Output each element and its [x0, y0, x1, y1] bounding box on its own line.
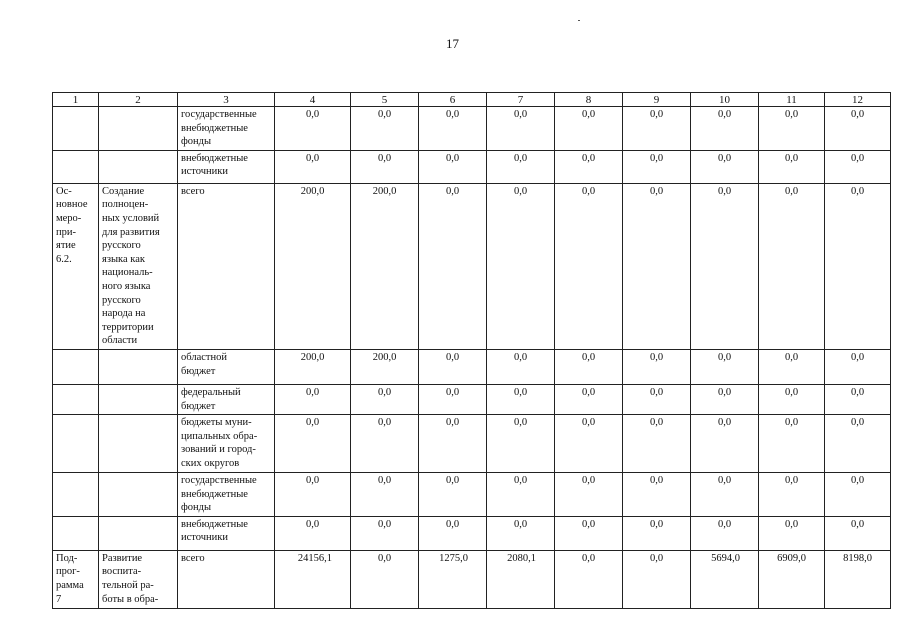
item-name-cell — [99, 415, 178, 473]
value-cell: 0,0 — [487, 415, 555, 473]
header-cell: 2 — [99, 93, 178, 107]
item-name-cell: Развитие воспита- тельной ра- боты в обра- — [99, 550, 178, 608]
item-code-cell — [53, 150, 99, 183]
value-cell: 0,0 — [555, 349, 623, 384]
value-cell: 0,0 — [691, 473, 759, 517]
value-cell: 0,0 — [691, 349, 759, 384]
value-cell: 0,0 — [555, 107, 623, 151]
value-cell: 0,0 — [759, 349, 825, 384]
value-cell: 0,0 — [691, 183, 759, 349]
item-code-cell — [53, 473, 99, 517]
funding-source-cell: государственные внебюджетные фонды — [178, 107, 275, 151]
funding-source-cell: внебюджетные источники — [178, 150, 275, 183]
value-cell: 0,0 — [623, 415, 691, 473]
value-cell: 200,0 — [275, 183, 351, 349]
value-cell: 0,0 — [351, 550, 419, 608]
value-cell: 0,0 — [275, 384, 351, 414]
header-cell: 6 — [419, 93, 487, 107]
value-cell: 0,0 — [419, 107, 487, 151]
header-cell: 11 — [759, 93, 825, 107]
item-name-cell — [99, 384, 178, 414]
header-cell: 4 — [275, 93, 351, 107]
item-name-cell — [99, 150, 178, 183]
header-cell: 3 — [178, 93, 275, 107]
value-cell: 0,0 — [691, 150, 759, 183]
table-row — [53, 384, 891, 414]
value-cell: 6909,0 — [759, 550, 825, 608]
value-cell: 0,0 — [351, 150, 419, 183]
value-cell: 0,0 — [555, 384, 623, 414]
value-cell: 2080,1 — [487, 550, 555, 608]
value-cell: 0,0 — [759, 150, 825, 183]
item-code-cell — [53, 516, 99, 550]
value-cell: 0,0 — [825, 183, 891, 349]
value-cell: 0,0 — [487, 516, 555, 550]
item-code-cell — [53, 384, 99, 414]
funding-table — [52, 92, 891, 609]
value-cell: 0,0 — [623, 150, 691, 183]
value-cell: 0,0 — [487, 183, 555, 349]
value-cell: 0,0 — [825, 107, 891, 151]
value-cell: 0,0 — [759, 473, 825, 517]
value-cell: 0,0 — [275, 150, 351, 183]
value-cell: 0,0 — [487, 107, 555, 151]
value-cell: 0,0 — [825, 473, 891, 517]
value-cell: 0,0 — [623, 473, 691, 517]
item-name-cell: Создание полноцен- ных условий для развития русского языка как националь- ного языка русского народа на территории области — [99, 183, 178, 349]
value-cell: 0,0 — [759, 107, 825, 151]
table-row — [53, 107, 891, 151]
table-row — [53, 550, 891, 608]
value-cell: 0,0 — [623, 349, 691, 384]
value-cell: 0,0 — [419, 516, 487, 550]
value-cell: 0,0 — [623, 384, 691, 414]
value-cell: 0,0 — [759, 415, 825, 473]
value-cell: 0,0 — [555, 516, 623, 550]
value-cell: 0,0 — [419, 384, 487, 414]
value-cell: 0,0 — [691, 415, 759, 473]
value-cell: 0,0 — [825, 384, 891, 414]
value-cell: 0,0 — [419, 183, 487, 349]
value-cell: 24156,1 — [275, 550, 351, 608]
value-cell: 0,0 — [351, 415, 419, 473]
value-cell: 0,0 — [759, 384, 825, 414]
table-row — [53, 349, 891, 384]
table-header-row — [53, 93, 891, 107]
value-cell: 0,0 — [691, 107, 759, 151]
header-cell: 12 — [825, 93, 891, 107]
value-cell: 0,0 — [275, 107, 351, 151]
value-cell: 0,0 — [759, 183, 825, 349]
value-cell: 0,0 — [555, 550, 623, 608]
value-cell: 0,0 — [825, 150, 891, 183]
funding-source-cell: всего — [178, 183, 275, 349]
table-row — [53, 473, 891, 517]
value-cell: 0,0 — [555, 183, 623, 349]
header-cell: 9 — [623, 93, 691, 107]
value-cell: 0,0 — [759, 516, 825, 550]
value-cell: 0,0 — [487, 150, 555, 183]
value-cell: 0,0 — [351, 384, 419, 414]
value-cell: 0,0 — [419, 349, 487, 384]
header-cell: 5 — [351, 93, 419, 107]
value-cell: 0,0 — [275, 415, 351, 473]
value-cell: 5694,0 — [691, 550, 759, 608]
item-name-cell — [99, 107, 178, 151]
value-cell: 0,0 — [275, 516, 351, 550]
funding-source-cell: бюджеты муни- ципальных обра- зований и город- ских округов — [178, 415, 275, 473]
value-cell: 0,0 — [623, 550, 691, 608]
value-cell: 0,0 — [691, 384, 759, 414]
value-cell: 0,0 — [825, 516, 891, 550]
item-code-cell — [53, 415, 99, 473]
item-code-cell: Ос- новное меро- при- ятие 6.2. — [53, 183, 99, 349]
value-cell: 0,0 — [487, 349, 555, 384]
item-name-cell — [99, 349, 178, 384]
item-name-cell — [99, 473, 178, 517]
value-cell: 0,0 — [691, 516, 759, 550]
value-cell: 0,0 — [487, 473, 555, 517]
funding-source-cell: федеральный бюджет — [178, 384, 275, 414]
value-cell: 8198,0 — [825, 550, 891, 608]
item-code-cell: Под- прог- рамма 7 — [53, 550, 99, 608]
value-cell: 0,0 — [555, 473, 623, 517]
value-cell: 0,0 — [351, 473, 419, 517]
value-cell: 1275,0 — [419, 550, 487, 608]
value-cell: 0,0 — [825, 349, 891, 384]
value-cell: 0,0 — [419, 473, 487, 517]
header-cell: 10 — [691, 93, 759, 107]
value-cell: 0,0 — [623, 107, 691, 151]
header-cell: 1 — [53, 93, 99, 107]
value-cell: 0,0 — [487, 384, 555, 414]
page-number: 17 — [446, 36, 459, 51]
value-cell: 200,0 — [275, 349, 351, 384]
value-cell: 0,0 — [623, 516, 691, 550]
table-row — [53, 516, 891, 550]
funding-source-cell: всего — [178, 550, 275, 608]
value-cell: 0,0 — [623, 183, 691, 349]
item-name-cell — [99, 516, 178, 550]
value-cell: 0,0 — [275, 473, 351, 517]
value-cell: 0,0 — [419, 150, 487, 183]
item-code-cell — [53, 107, 99, 151]
value-cell: 0,0 — [825, 415, 891, 473]
funding-source-cell: внебюджетные источники — [178, 516, 275, 550]
table-row — [53, 415, 891, 473]
value-cell: 0,0 — [351, 516, 419, 550]
value-cell: 0,0 — [555, 150, 623, 183]
value-cell: 0,0 — [419, 415, 487, 473]
header-cell: 7 — [487, 93, 555, 107]
value-cell: 200,0 — [351, 349, 419, 384]
value-cell: 0,0 — [351, 107, 419, 151]
table-row — [53, 183, 891, 349]
value-cell: 0,0 — [555, 415, 623, 473]
header-cell: 8 — [555, 93, 623, 107]
item-code-cell — [53, 349, 99, 384]
funding-source-cell: государственные внебюджетные фонды — [178, 473, 275, 517]
funding-source-cell: областной бюджет — [178, 349, 275, 384]
value-cell: 200,0 — [351, 183, 419, 349]
table-row — [53, 150, 891, 183]
scan-speck — [578, 20, 580, 21]
